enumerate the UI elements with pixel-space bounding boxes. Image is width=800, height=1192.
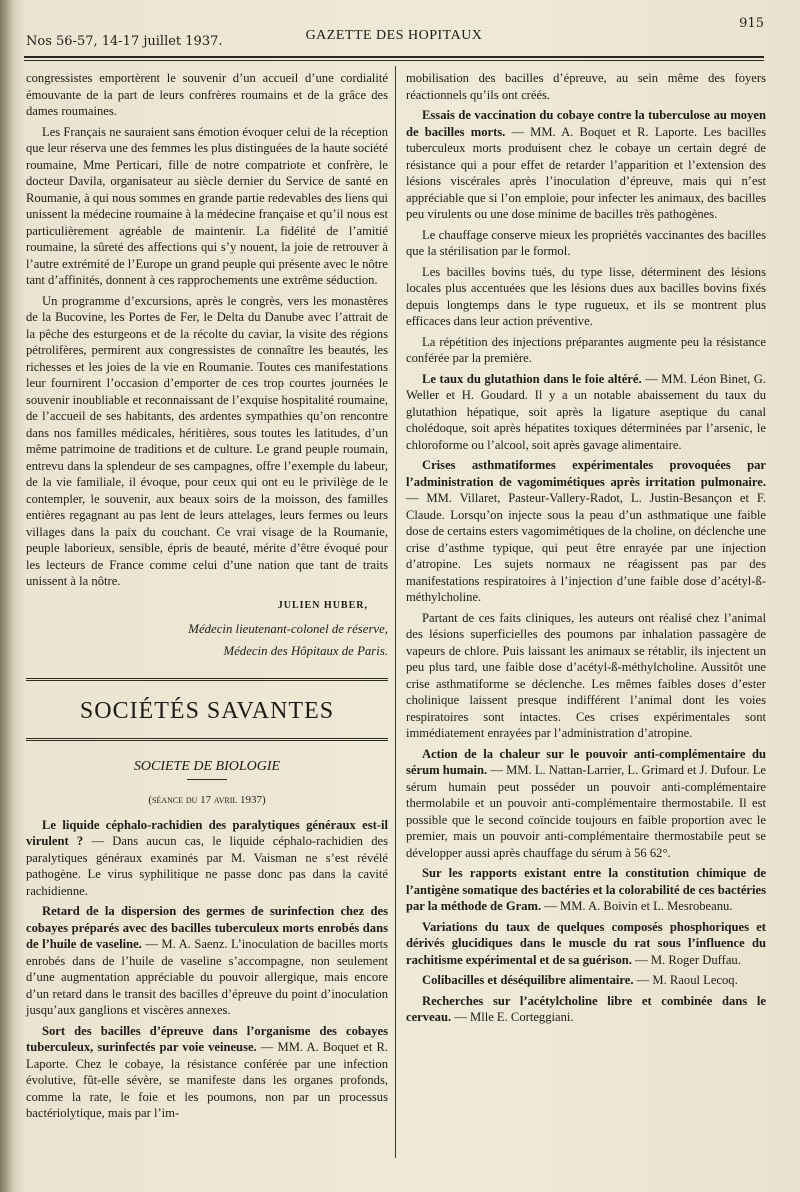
entry-body: — MM. L. Nattan-Larrier, L. Grimard et J. Dufour. Le sérum humain peut posséder un pouvoir anti-complémentaire thermolabile et un pouvoir anti-complémentaire thermostabile. Il est possible que le second coïncide toujours en faible proportion avec le premier, mais un pouvoir anti-complémentaire thermostabile peut se développer aussi après chauffage du sérum à 56 62°. bbox=[406, 763, 767, 860]
entry-title: Sur les rapports existant entre la constitution chimique de l’antigène somatique des bactéries et la colorabilité de ces bactéries par la méthode de Gram. bbox=[406, 866, 766, 913]
communication-entry bbox=[406, 919, 766, 969]
article-paragraph bbox=[406, 610, 766, 742]
entry-body: — MM. Léon Binet, G. Weller et H. Goudard. Il y a un notable abaissement du taux du glutathion hépatique, soit après la ligature aseptique du canal cholédoque, soit après hépatites toxiques déterminées par l’arsenic, le chloroforme ou l’alcool, soit après gavage alimentaire. bbox=[406, 371, 766, 452]
entry-body: — MM. A. Boivin et L. Mesrobeanu. bbox=[541, 899, 733, 913]
communication-entry bbox=[26, 1023, 388, 1122]
communication-entry bbox=[406, 972, 766, 989]
communication-entry bbox=[26, 903, 388, 1019]
society-heading: SOCIETE DE BIOLOGIE bbox=[133, 758, 281, 774]
entry-body: — MM. A. Boquet et R. Laporte. Les bacilles tuberculeux morts produisent chez le cobaye un certain degré de résistance qui a pour effet de retarder l’apparition et l’extension des lésions viscérales après l’inoculation d’épreuve, mais qui n’est appréciable que si l’on emploie, pour infecter les animaux, des bacilles peu virulents ou une dose minime de bacilles très pathogènes. bbox=[406, 124, 767, 221]
entry-body: — MM. A. Boquet et R. Laporte. Chez le cobaye, la résistance conférée par une infection évolutive, fût-elle sévère, se manifeste dans les organes profonds, comme la rate, le foie et les poumons, non par un processus bactériolytique, mais par l’im- bbox=[26, 1040, 388, 1120]
author-title: Médecin lieutenant-colonel de réserve, bbox=[188, 622, 388, 636]
entry-title: Essais de vaccination du cobaye contre la tuberculose au moyen de bacilles morts. bbox=[406, 108, 766, 139]
entry-body: Le chauffage conserve mieux les propriétés vaccinantes des bacilles que la stérilisation par le formol. bbox=[406, 227, 766, 258]
section-title: SOCIÉTÉS SAVANTES bbox=[79, 698, 335, 724]
article-paragraph: congressistes emportèrent le souvenir d’un accueil d’une cordialité émouvante de la part de leurs confrères roumains et de la grâce des dames roumaines. bbox=[26, 71, 388, 118]
author-affiliation: Médecin des Hôpitaux de Paris. bbox=[223, 644, 388, 658]
entry-body: — M. A. Saenz. L’inoculation de bacilles morts enrobés dans de l’huile de vaseline s’accompagne, non seulement d’une augmentation appréciable du pouvoir allergique, mais encore d’un retard dans le transit des bacilles d’épreuve du point d’inoculation jusqu’aux ganglions et viscères annexes. bbox=[26, 937, 389, 1017]
communication-entry bbox=[406, 993, 766, 1026]
entry-title: Action de la chaleur sur le pouvoir anti-complémentaire du sérum humain. bbox=[406, 746, 766, 777]
communication-entry bbox=[406, 457, 766, 606]
entry-body: — M. Roger Duffau. bbox=[631, 952, 741, 967]
page-number: 915 bbox=[739, 16, 764, 31]
entry-body: — MM. Villaret, Pasteur-Vallery-Radot, L. Justin-Besançon et F. Claude. Lorsqu’on injecte sous la peau d’un asthmatique une faible dose de certains esters vagomimétiques de la choline, on déclenche une crise d’asthme typique, qui peut être enrayée par une injection d’atropine. Les sujets normaux ne réagissent pas par des manifestations respiratoires à l’injection d’une faible dose d’acétyl-ß-méthylcholine. bbox=[406, 491, 766, 604]
entry-title: Variations du taux de quelques composés phosphoriques et dérivés glucidiques dans le muscle du rat sous l’influence du rachitisme expérimental et de sa guérison. bbox=[406, 919, 766, 967]
section-rule-bottom bbox=[26, 738, 388, 745]
article-paragraph bbox=[406, 264, 766, 330]
entry-title: Retard de la dispersion des germes de surinfection chez des cobayes préparés avec des bacilles tuberculeux morts enrobés dans de l’huile de vaseline. bbox=[26, 904, 388, 951]
entry-body: La répétition des injections préparantes augmente peu la résistance conférée par la première. bbox=[406, 334, 766, 365]
communication-entry bbox=[26, 817, 388, 900]
article-paragraph bbox=[406, 227, 766, 260]
column-divider bbox=[395, 66, 396, 1158]
short-rule bbox=[187, 779, 227, 780]
left-column bbox=[26, 70, 388, 1156]
communication-entry bbox=[406, 746, 766, 862]
entry-title: Le liquide céphalo-rachidien des paralytiques généraux est-il virulent ? bbox=[26, 817, 388, 848]
communication-entry bbox=[406, 371, 766, 454]
section-rule-top bbox=[26, 678, 388, 685]
session-date: (séance du 17 avril 1937) bbox=[148, 794, 266, 806]
entry-title: Crises asthmatiformes expérimentales provoquées par l’administration de vagomimétiques après irritation pulmonaire. bbox=[406, 458, 766, 489]
article-paragraph bbox=[406, 334, 766, 367]
entry-title: Colibacilles et déséquilibre alimentaire. bbox=[422, 973, 634, 987]
entry-body: — Mlle E. Corteggiani. bbox=[451, 1010, 574, 1024]
page-header bbox=[24, 16, 764, 58]
issue-date: Nos 56-57, 14-17 juillet 1937. bbox=[26, 34, 223, 49]
entry-body: Partant de ces faits cliniques, les auteurs ont réalisé chez l’animal des lésions superficielles des poumons par inhalation passagère de vapeurs de chlore. Puis laissant les animaux se rétablir, ils injectent un peu plus tard, une faible dose d’acétyl-ß-méthylcholine. Aussitôt une crise asthmatiforme se déclenche. Les mêmes faibles doses d’ester cholinique laissent presque indifférent l’animal dont les voies respiratoires sont intactes. Ces crises expérimentales sont immédiatement enrayées par l’administration d’atropine. bbox=[406, 610, 766, 740]
entry-body: — Dans aucun cas, le liquide céphalo-rachidien des paralytiques généraux examinés par M. Vaisman ne s’est révélé pathogène. Le virus syphilitique ne passe donc pas dans la cavité rachidienne. bbox=[26, 834, 388, 898]
journal-title: GAZETTE DES HOPITAUX bbox=[305, 28, 483, 43]
right-column bbox=[406, 70, 766, 1156]
entry-body: mobilisation des bacilles d’épreuve, au sein même des foyers réactionnels qu’ils ont créés. bbox=[406, 71, 766, 102]
article-paragraph: Les Français ne sauraient sans émotion évoquer celui de la réception que leur réserva une des femmes les plus distinguées de la haute société roumaine, Mme Perticari, fille de notre compatriote et confrère, le docteur Davila, organisateur au siècle dernier du Service de santé en Roumanie, à qui nous sommes en grande partie redevables des liens qui unissent la médecine roumaine à la médecine française et qu’il nous est particulièrement agréable de maintenir. La fidélité de l’amitié roumaine, la sûreté des affections qui s’y nouent, la joie de retrouver à l’autre extrémité de l’Europe un grand peuple qui présente avec le nôtre tant d’affinités, donnent à ces rapprochements une extrême séduction. bbox=[26, 124, 388, 287]
entry-title: Le taux du glutathion dans le foie altéré. bbox=[422, 371, 642, 386]
entry-title: Recherches sur l’acétylcholine libre et combinée dans le cerveau. bbox=[406, 993, 766, 1024]
communication-entry bbox=[406, 107, 766, 223]
communication-entry bbox=[406, 865, 766, 915]
article-paragraph bbox=[406, 70, 766, 103]
article-paragraph: Un programme d’excursions, après le congrès, vers les monastères de la Bucovine, les Portes de Fer, le Delta du Danube avec l’attrait de la pêche des esturgeons et de la récolte du caviar, la visite des régions pétrolifères, permirent aux congressistes de connaître les beautés, les richesses et les joies de la vie en Roumanie. Toutes ces manifestations leur fournirent l’occasion d’emporter de ces trop courtes journées le souvenir inoubliable et reconnaissant de l’exquise hospitalité roumaine, de l’accueil de ses habitants, des ardentes sympathies qu’on rencontre dans nos familles médicales, héritières, sous toutes les latitudes, d’un même patrimoine de traditions et de culture. Le grand peuple roumain, entrevu dans la splendeur de ses campagnes, offre l’exemple du labeur, de la vie familiale, il évoque, pour ceux qui ont eu le privilège de le contempler, le souvenir, aux beaux soirs de la moisson, des familles entières regagnant au pas lent de leurs attelages, leurs fermes ou leurs villages dans la paix du couchant. Ce vrai visage de la Roumanie, peuple laborieux, sensible, épris de beauté, mérite d’être évoqué pour les lecteurs de France comme celui d’une nation que tant de traits unissent à la nôtre. bbox=[26, 293, 388, 588]
entry-body: Les bacilles bovins tués, du type lisse, déterminent des lésions locales plus accentuées que les lésions dues aux bacilles bovins fixés depuis longtemps dans le type rugueux, et ils se montrent plus efficaces dans leur action préventive. bbox=[406, 264, 766, 328]
entry-body: — M. Raoul Lecoq. bbox=[633, 973, 738, 987]
author-name: JULIEN HUBER, bbox=[277, 599, 368, 611]
header-rule bbox=[24, 60, 764, 61]
entry-title: Sort des bacilles d’épreuve dans l’organisme des cobayes tuberculeux, surinfectés par voie veineuse. bbox=[26, 1023, 388, 1054]
